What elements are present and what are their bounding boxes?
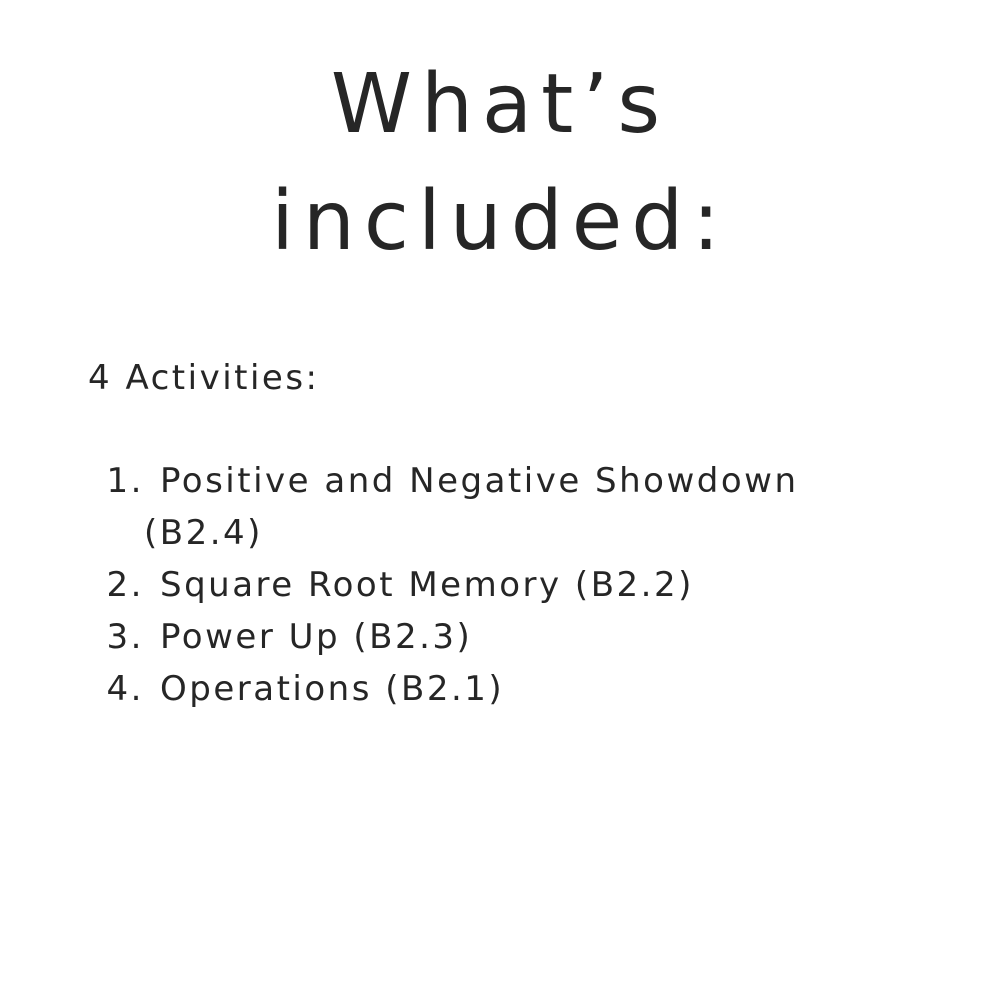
activity-list xyxy=(96,455,976,715)
list-item xyxy=(96,559,976,611)
list-item xyxy=(96,663,976,715)
list-item-label: Positive and Negative Showdown xyxy=(160,461,799,501)
list-item-label: Power Up (B2.3) xyxy=(160,617,473,657)
list-item-label: Square Root Memory (B2.2) xyxy=(160,565,694,605)
list-item-number: 2. xyxy=(106,565,144,605)
list-item-number: 4. xyxy=(106,669,144,709)
page-title-line-1: What’s xyxy=(330,57,670,152)
list-item-number: 3. xyxy=(106,617,144,657)
activities-heading: 4 Activities: xyxy=(88,358,320,398)
page-title xyxy=(0,46,1000,280)
list-item xyxy=(96,455,976,559)
page-title-line-2: included: xyxy=(271,174,729,269)
list-item-label: Operations (B2.1) xyxy=(160,669,505,709)
list-item xyxy=(96,611,976,663)
list-item-label-continuation: (B2.4) xyxy=(144,513,263,553)
list-item-number: 1. xyxy=(106,461,144,501)
